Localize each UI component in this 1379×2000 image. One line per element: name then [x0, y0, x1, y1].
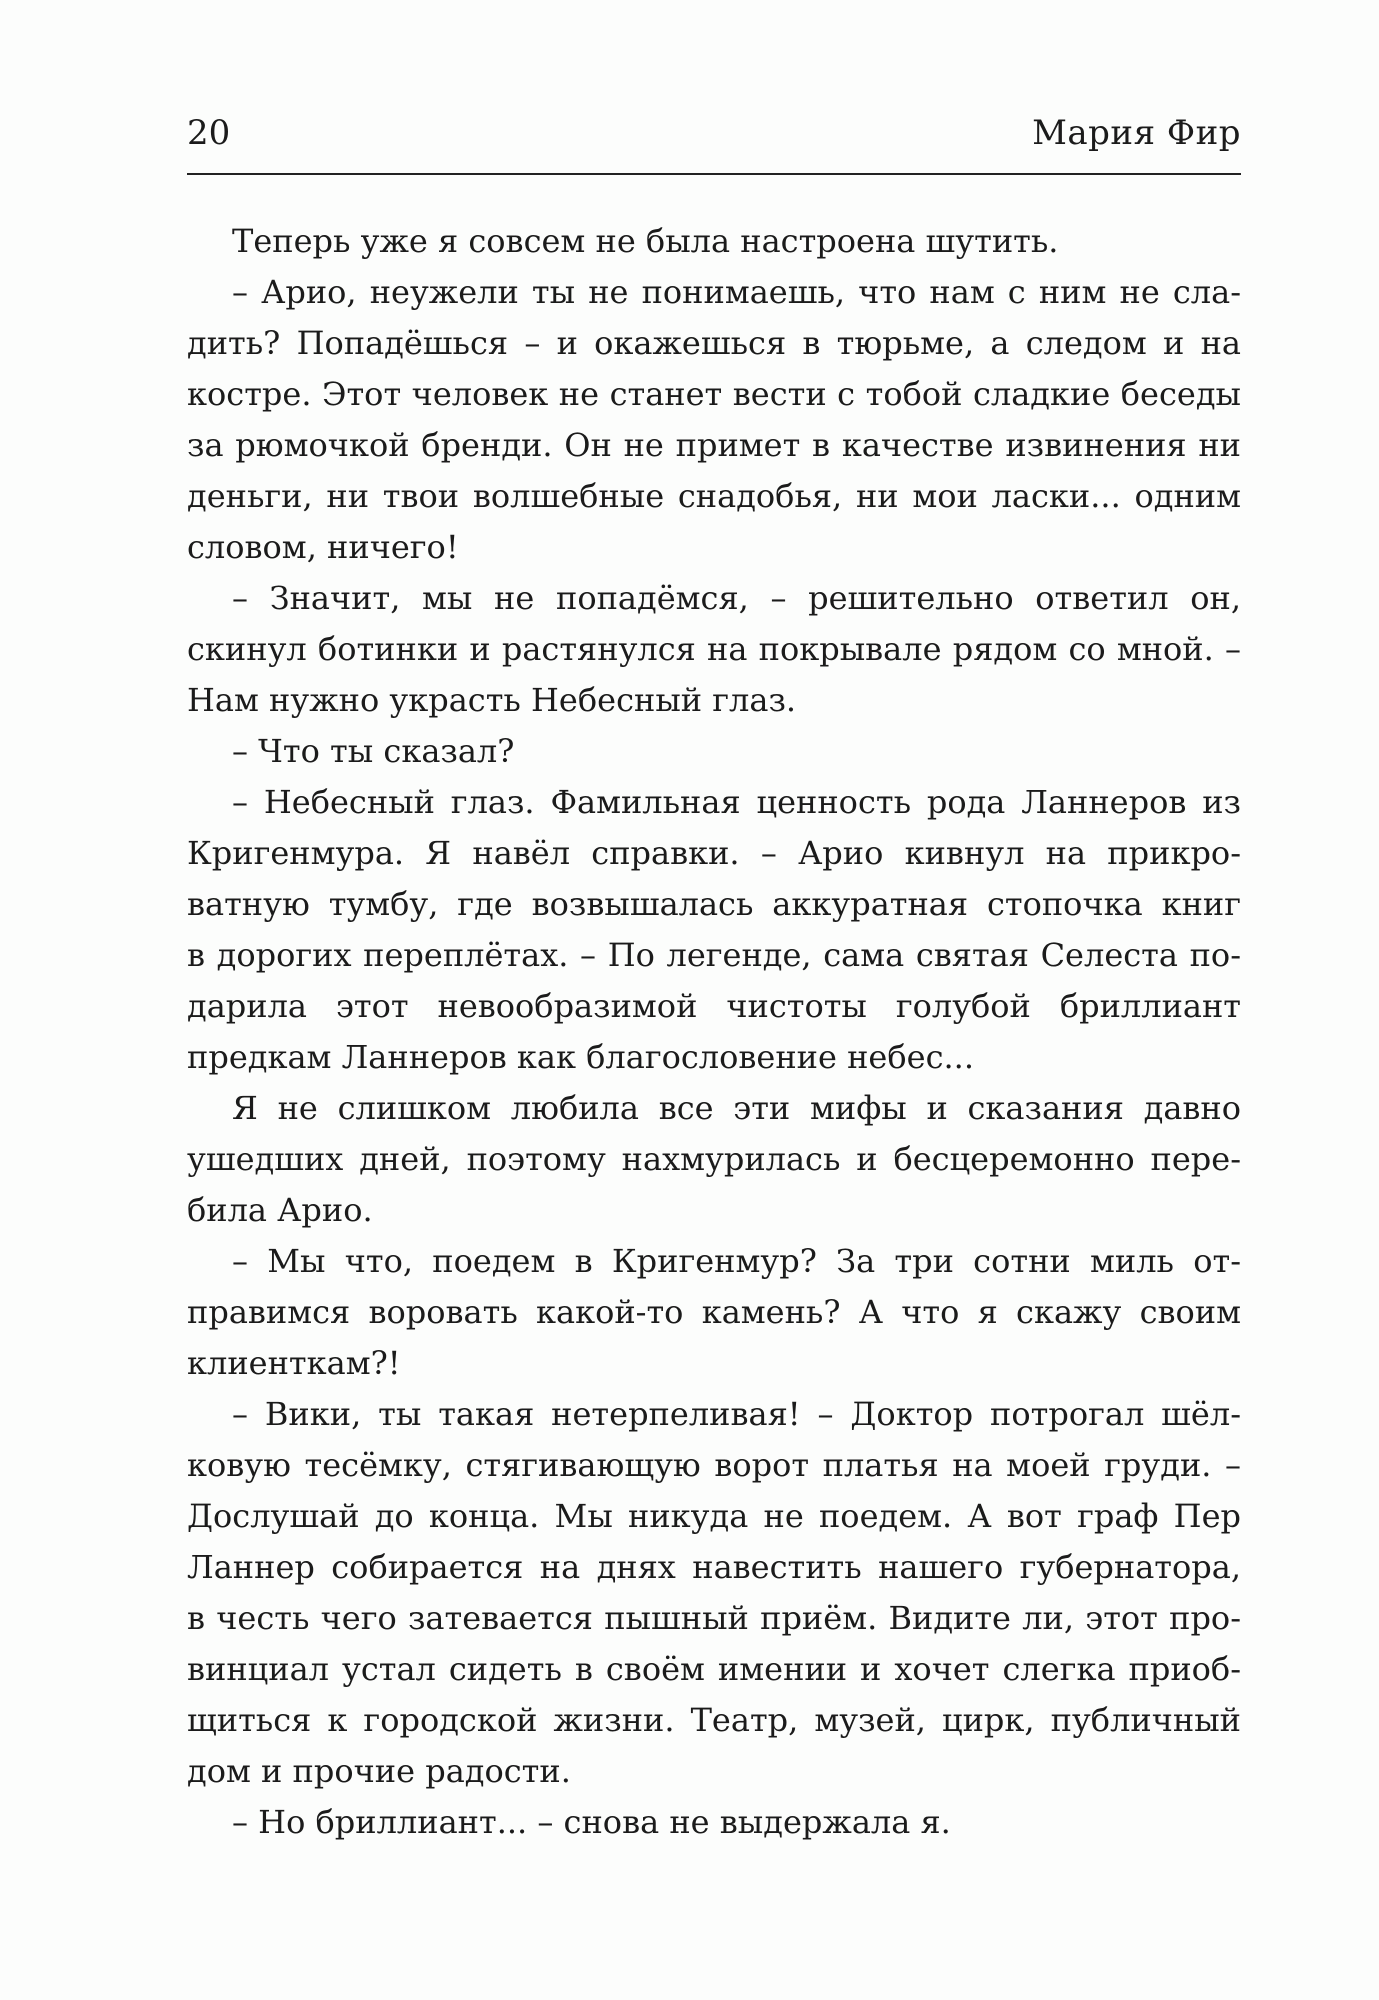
page-header: [187, 104, 1241, 164]
text-line: деньги, ни твои волшебные снадобья, ни мои ласки... одним: [187, 477, 1241, 515]
text-line: скинул ботинки и растянулся на покрывале рядом со мной. –: [187, 630, 1241, 668]
text-line: – Значит, мы не попадёмся, – решительно ответил он,: [232, 579, 1241, 617]
text-line: – Мы что, поедем в Кригенмур? За три сотни миль от-: [232, 1242, 1241, 1280]
text-line: Кригенмура. Я навёл справки. – Арио кивнул на прикро-: [187, 834, 1241, 872]
text-line: дить? Попадёшься – и окажешься в тюрьме, а следом и на: [187, 324, 1241, 362]
text-line: за рюмочкой бренди. Он не примет в качестве извинения ни: [187, 426, 1241, 464]
text-line: дом и прочие радости.: [187, 1752, 571, 1790]
text-line: – Небесный глаз. Фамильная ценность рода Ланнеров из: [232, 783, 1241, 821]
text-line: – Арио, неужели ты не понимаешь, что нам с ним не сла-: [232, 273, 1241, 311]
text-line: Теперь уже я совсем не была настроена шутить.: [232, 222, 1059, 260]
text-line: Нам нужно украсть Небесный глаз.: [187, 681, 797, 719]
text-line: – Что ты сказал?: [232, 732, 515, 770]
text-line: словом, ничего!: [187, 528, 459, 566]
text-line: в честь чего затевается пышный приём. Видите ли, этот про-: [187, 1599, 1241, 1637]
text-line: предкам Ланнеров как благословение небес...: [187, 1038, 974, 1076]
text-line: дарила этот невообразимой чистоты голубой бриллиант: [187, 987, 1241, 1025]
text-line: Я не слишком любила все эти мифы и сказания давно: [232, 1089, 1241, 1127]
page-number: 20: [187, 113, 231, 153]
text-line: ушедших дней, поэтому нахмурилась и бесцеремонно пере-: [187, 1140, 1241, 1178]
text-line: клиенткам?!: [187, 1344, 401, 1382]
text-line: – Но бриллиант... – снова не выдержала я.: [232, 1803, 951, 1841]
text-line: ковую тесёмку, стягивающую ворот платья на моей груди. –: [187, 1446, 1241, 1484]
text-line: костре. Этот человек не станет вести с тобой сладкие беседы: [187, 375, 1241, 413]
text-line: – Вики, ты такая нетерпеливая! – Доктор потрогал шёл-: [232, 1395, 1241, 1433]
text-line: била Арио.: [187, 1191, 373, 1229]
text-line: Ланнер собирается на днях навестить нашего губернатора,: [187, 1548, 1241, 1586]
running-head-author: Мария Фир: [1032, 113, 1241, 153]
text-line: в дорогих переплётах. – По легенде, сама святая Селеста по-: [187, 936, 1241, 974]
text-line: ватную тумбу, где возвышалась аккуратная стопочка книг: [187, 885, 1241, 923]
body-text: [187, 216, 1241, 1848]
text-line: щиться к городской жизни. Театр, музей, цирк, публичный: [187, 1701, 1241, 1739]
text-line: правимся воровать какой-то камень? А что я скажу своим: [187, 1293, 1241, 1331]
header-rule: [187, 173, 1241, 175]
text-line: винциал устал сидеть в своём имении и хочет слегка приоб-: [187, 1650, 1241, 1688]
text-line: Дослушай до конца. Мы никуда не поедем. А вот граф Пер: [187, 1497, 1241, 1535]
